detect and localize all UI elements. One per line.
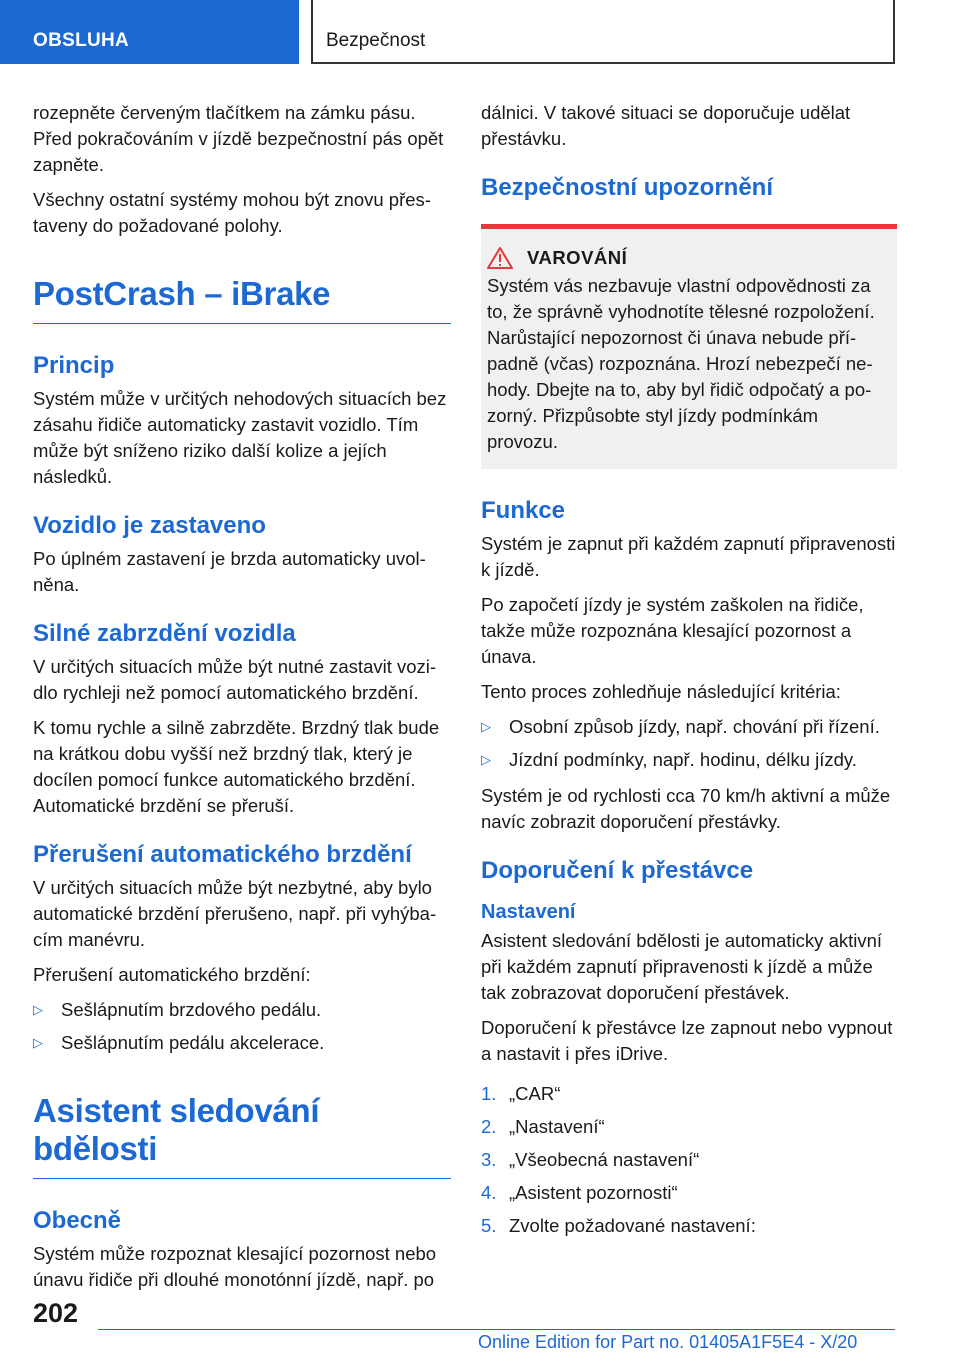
warning-title: VAROVÁNÍ — [527, 247, 628, 268]
paragraph: V určitých situacích může být nutné zastavit vozidlo rychleji než pomocí automatického brzdění. — [33, 656, 437, 703]
paragraph: Systém je od rychlosti cca 70 km/h aktivní a může navíc zobrazit doporučení přestávky. — [481, 785, 891, 832]
warning-triangle-icon — [487, 247, 513, 269]
paragraph: Po úplném zastavení je brzda automaticky uvolněna. — [33, 548, 426, 595]
paragraph: Doporučení k přestávce lze zapnout nebo vypnout a nastavit i přes iDrive. — [481, 1017, 893, 1064]
heading-doporuceni: Doporučení k přestávce — [481, 857, 754, 884]
heading-nastaveni: Nastavení — [481, 901, 576, 923]
paragraph: rozepněte červeným tlačítkem na zámku pásu. Před pokračováním v jízdě bezpečnostní pás opět zapněte. — [33, 102, 444, 175]
heading-bezpecnostni: Bezpečnostní upozornění — [481, 174, 774, 201]
warning-text: Systém vás nezbavuje vlastní odpovědnosti za to, že správně vyhodnotíte tělesné rozpoložení. Narůstající nepozornost či únava nebude případně (včas) rozpoznána. Hrozí nebezpečí nehody. Dbejte na to, aby byl řidič odpočatý a pozorný. Přizpůsobte styl jízdy podmínkám provozu. — [487, 275, 875, 452]
paragraph: Systém může v určitých nehodových situacích bez zásahu řidiče automaticky zastavit vozidlo. Tím může být sníženo riziko další kolize a jejích následků. — [33, 388, 447, 487]
list-item: 1. „CAR“ — [481, 1083, 561, 1104]
heading-princip: Princip — [33, 352, 115, 379]
chapter-tab[interactable]: OBSLUHA — [0, 0, 299, 64]
left-column — [33, 100, 451, 1302]
warning-box — [481, 224, 897, 469]
paragraph: V určitých situacích může být nezbytné, aby bylo automatické brzdění přerušeno, např. při vyhýbacím manévru. — [33, 877, 437, 950]
right-column — [481, 100, 897, 1246]
bullet-list — [33, 997, 451, 1056]
section-title: Bezpečnost — [311, 0, 895, 64]
triangle-right-icon: ▷ — [481, 719, 491, 734]
triangle-right-icon: ▷ — [33, 1002, 43, 1017]
paragraph: dálnici. V takové situaci se doporučuje udělat přestávku. — [481, 102, 851, 149]
list-item: 2. „Nastavení“ — [481, 1116, 605, 1137]
paragraph: Přerušení automatického brzdění: — [33, 964, 311, 985]
triangle-right-icon: ▷ — [33, 1035, 43, 1050]
list-item: ▷ Osobní způsob jízdy, např. chování při řízení. — [481, 714, 897, 740]
paragraph: Po započetí jízdy je systém zaškolen na řidiče, takže může rozpoznána klesající pozornost a únava. — [481, 594, 864, 667]
heading-postcrash: PostCrash – iBrake — [33, 275, 451, 324]
heading-funkce: Funkce — [481, 497, 566, 524]
bullet-list — [481, 714, 897, 773]
paragraph: K tomu rychle a silně zabrzděte. Brzdný tlak bude na krátkou dobu vyšší než brzdný tlak, který je docílen pomocí funkce automatického brzdění. Automatické brzdění se přeruší. — [33, 717, 440, 816]
list-item: ▷ Sešlápnutím brzdového pedálu. — [33, 997, 451, 1023]
list-item: 3. „Všeobecná nastavení“ — [481, 1149, 700, 1170]
paragraph: Asistent sledování bdělosti je automaticky aktivní při každém zapnutí připravenosti k jízdě a může tak zobrazovat doporučení přestávek. — [481, 930, 883, 1003]
heading-silne: Silné zabrzdění vozidla — [33, 620, 296, 647]
list-item: ▷ Jízdní podmínky, např. hodinu, délku jízdy. — [481, 747, 897, 773]
footer-divider — [98, 1329, 895, 1330]
triangle-right-icon: ▷ — [481, 752, 491, 767]
list-item: ▷ Sešlápnutím pedálu akcelerace. — [33, 1030, 451, 1056]
heading-obecne: Obecně — [33, 1207, 122, 1234]
page-number: 202 — [33, 1298, 79, 1328]
list-item: 5. Zvolte požadované nastavení: — [481, 1215, 756, 1236]
warning-header — [487, 247, 883, 269]
footer-edition[interactable]: Online Edition for Part no. 01405A1F5E4 - X/20 — [478, 1332, 858, 1352]
numbered-list — [481, 1081, 897, 1239]
list-item: 4. „Asistent pozornosti“ — [481, 1182, 678, 1203]
paragraph: Systém je zapnut při každém zapnutí připravenosti k jízdě. — [481, 533, 896, 580]
paragraph: Všechny ostatní systémy mohou být znovu přestaveny do požadované polohy. — [33, 189, 431, 236]
heading-zastaveno: Vozidlo je zastaveno — [33, 512, 266, 539]
paragraph: Systém může rozpoznat klesající pozornost nebo únavu řidiče při dlouhé monotónní jízdě, např. po — [33, 1243, 437, 1290]
heading-asistent: Asistent sledování bdělosti — [33, 1092, 451, 1179]
heading-preruseni: Přerušení automatického brzdění — [33, 841, 412, 868]
paragraph: Tento proces zohledňuje následující kritéria: — [481, 681, 841, 702]
